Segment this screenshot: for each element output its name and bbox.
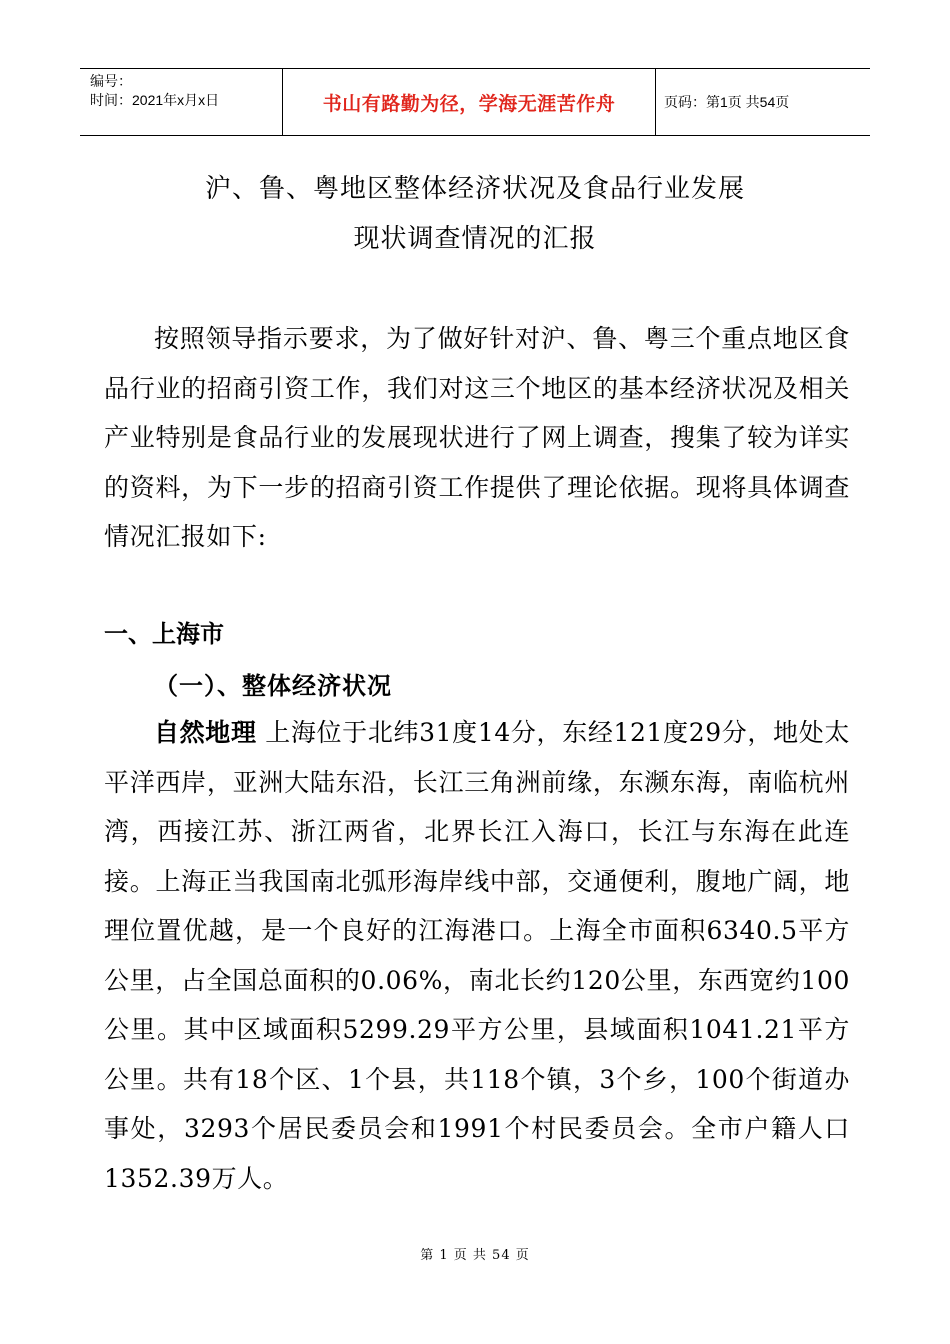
header-meta bbox=[80, 69, 282, 135]
paragraph-text: 上海位于北纬31度14分，东经121度29分，地处太平洋西岸，亚洲大陆东沿，长江三角洲前缘，东濒东海，南临杭州湾，西接江苏、浙江两省，北界长江入海口，长江与东海在此连接。上海正当我国南北弧形海岸线中部，交通便利，腹地广阔，地理位置优越，是一个良好的江海港口。上海全市面积6340.5平方公里，占全国总面积的0.06%，南北长约120公里，东西宽约100公里。其中区域面积5299.29平方公里，县域面积1041.21平方公里。共有18个区、1个县，共118个镇，3个乡，100个街道办事处，3293个居民委员会和1991个村民委员会。全市户籍人口1352.39万人。 bbox=[104, 718, 850, 1193]
time-label: 时间：2021年x月x日 bbox=[90, 92, 220, 108]
header-motto: 书山有路勤为径，学海无涯苦作舟 bbox=[322, 92, 616, 115]
subsection-heading: （一）、整体经济状况 bbox=[154, 672, 392, 700]
intro-paragraph: 按照领导指示要求，为了做好针对沪、鲁、粤三个重点地区食品行业的招商引资工作，我们对这三个地区的基本经济状况及相关产业特别是食品行业的发展现状进行了网上调查，搜集了较为详实的资料，为下一步的招商引资工作提供了理论依据。现将具体调查情况汇报如下: bbox=[104, 324, 850, 551]
document-title-line1: 沪、鲁、粤地区整体经济状况及食品行业发展 bbox=[204, 174, 745, 204]
header-motto-cell bbox=[282, 69, 656, 135]
number-label: 编号： bbox=[90, 73, 132, 89]
section-heading: 一、上海市 bbox=[104, 620, 224, 648]
header-table bbox=[80, 68, 870, 136]
page-footer: 第 1 页 共 54 页 bbox=[420, 1248, 530, 1263]
body-paragraph bbox=[104, 708, 850, 1203]
header-page-info: 页码：第1页 共54页 bbox=[664, 94, 790, 110]
paragraph-lead: 自然地理 bbox=[154, 718, 257, 747]
document-title-line2: 现状调查情况的汇报 bbox=[353, 224, 597, 254]
